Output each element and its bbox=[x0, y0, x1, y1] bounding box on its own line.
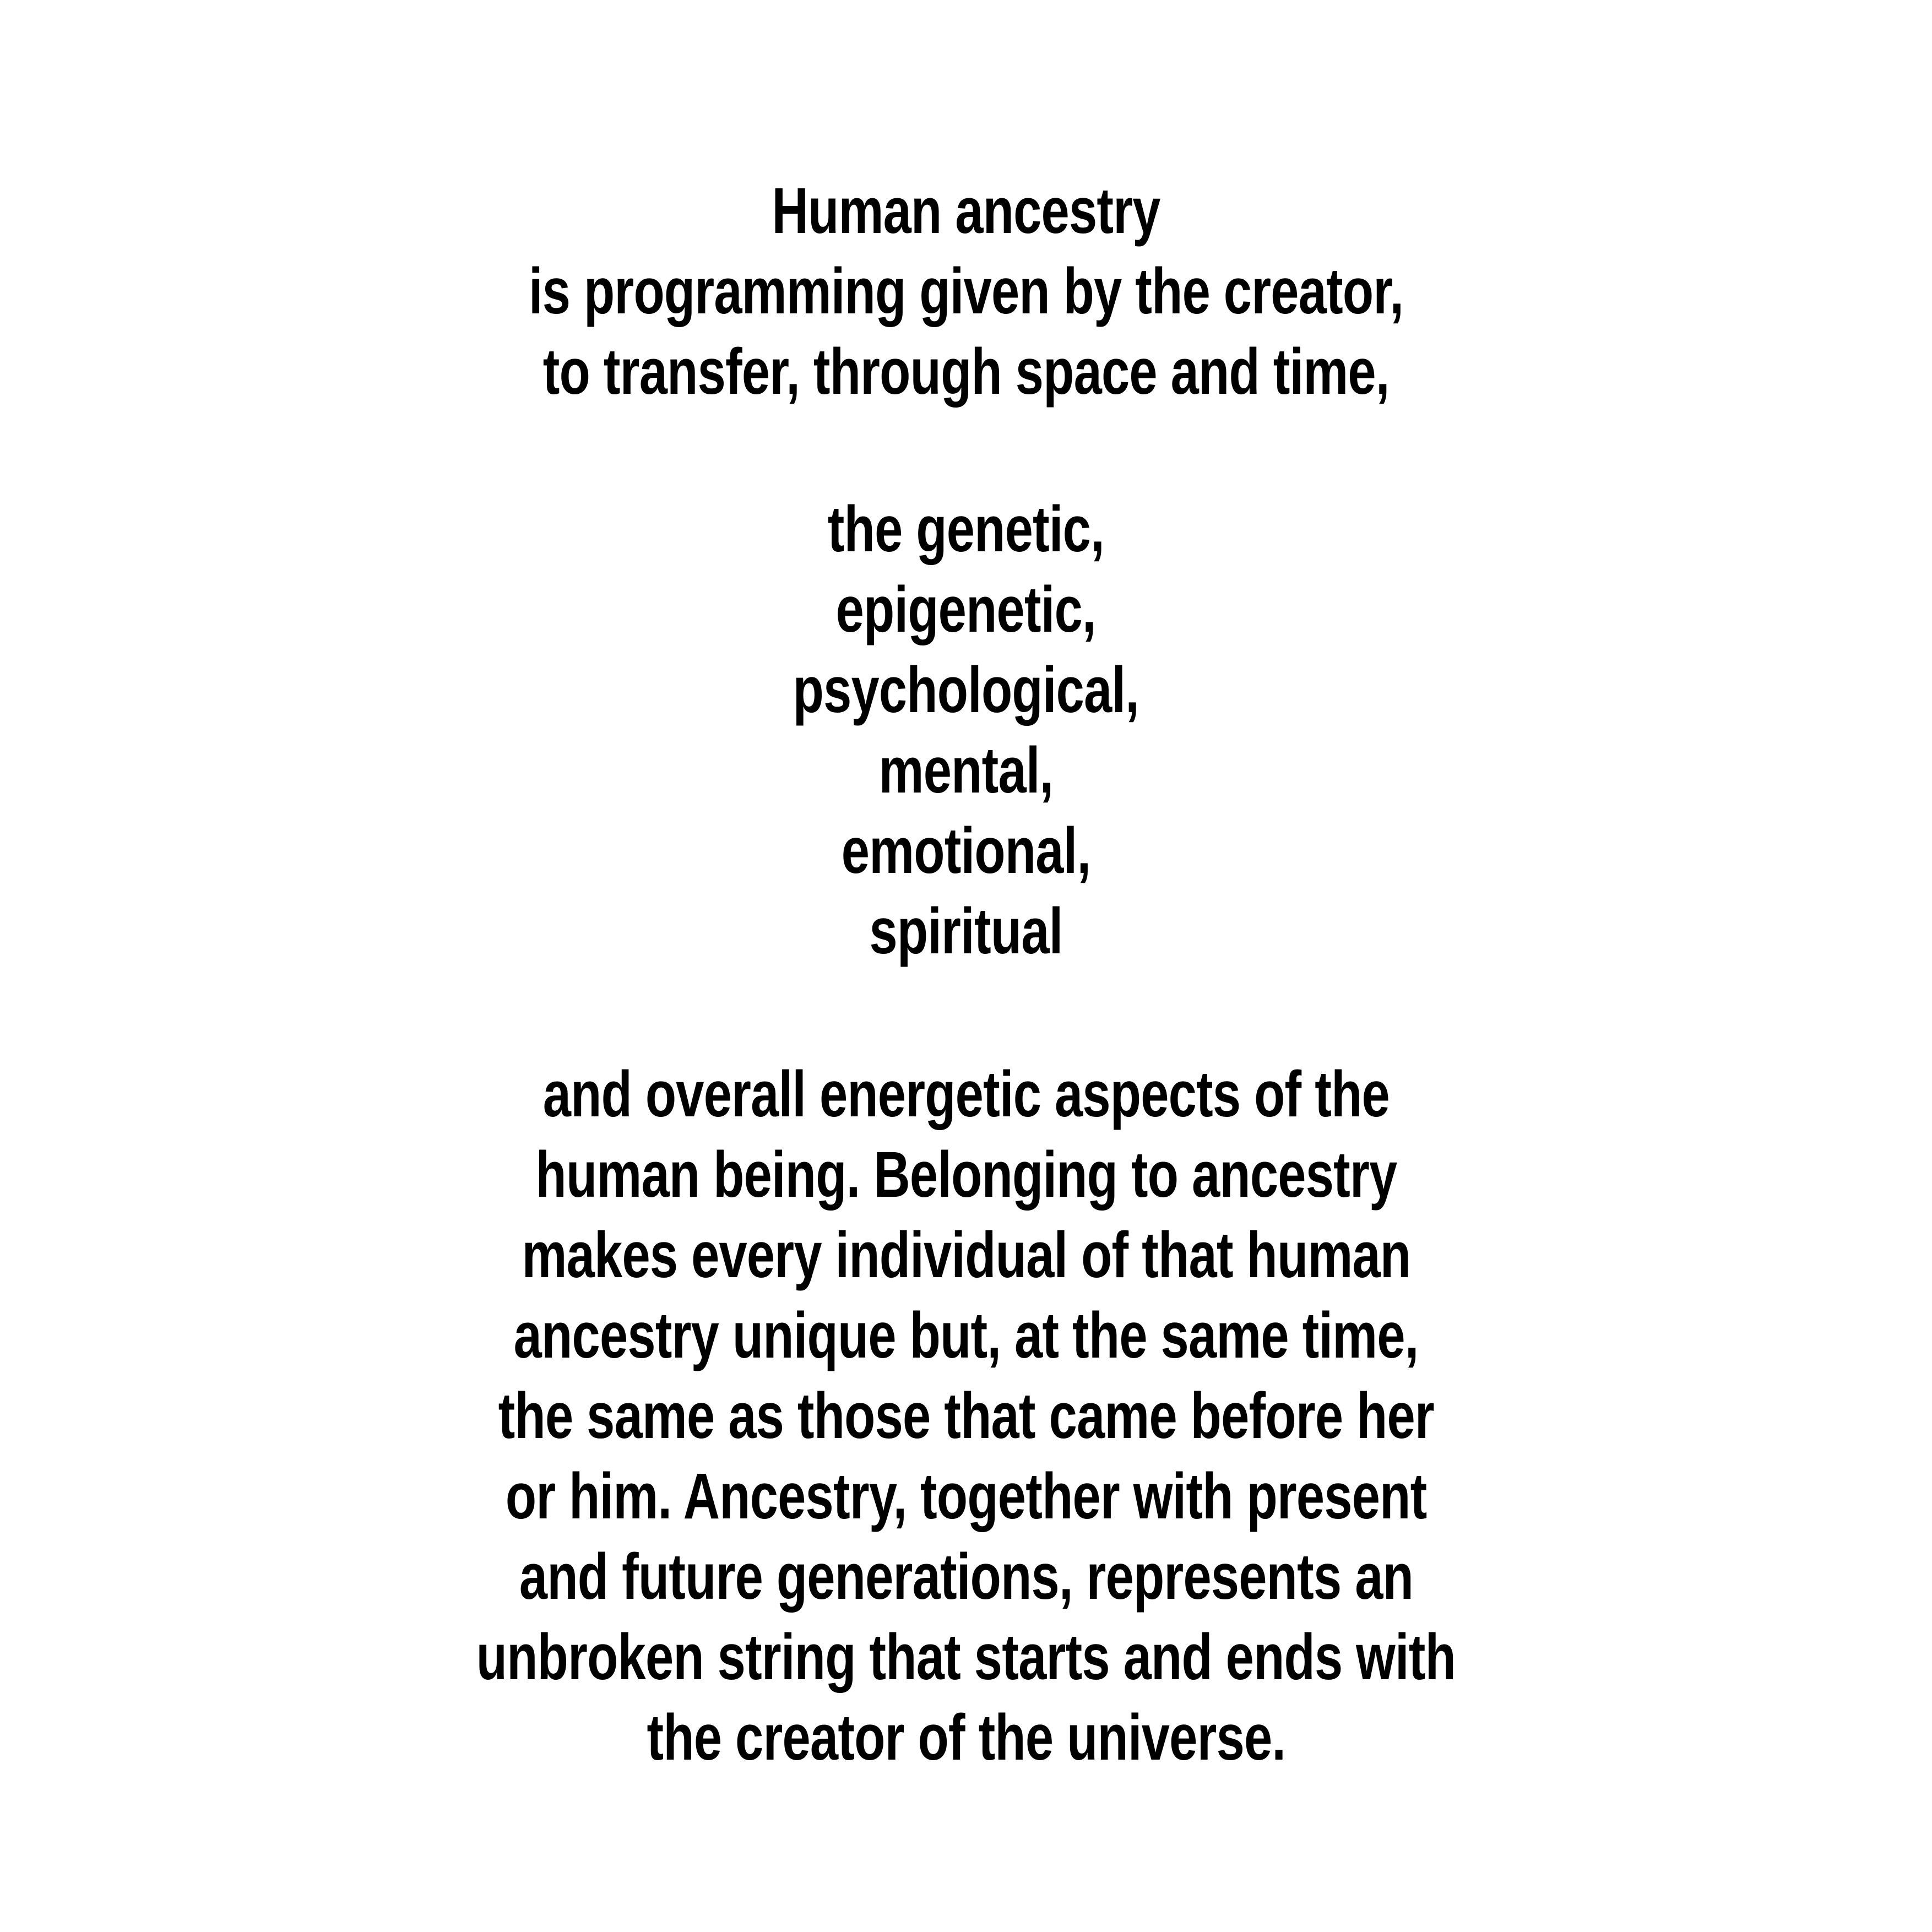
closing-line bbox=[0, 1537, 1932, 1617]
closing-line bbox=[0, 1135, 1932, 1215]
aspect-text: epigenetic, bbox=[835, 573, 1097, 646]
closing-line bbox=[0, 1215, 1932, 1295]
title-line bbox=[0, 171, 1932, 251]
closing-text: makes every individual of that human bbox=[522, 1219, 1410, 1291]
aspect-text: psychological, bbox=[793, 654, 1139, 726]
closing-text: and future generations, represents an bbox=[519, 1540, 1413, 1613]
closing-text: the same as those that came before her bbox=[498, 1380, 1434, 1452]
aspect-text: emotional, bbox=[841, 815, 1091, 887]
aspect-line bbox=[0, 811, 1932, 891]
closing-text: or him. Ancestry, together with present bbox=[505, 1460, 1427, 1533]
aspect-line bbox=[0, 650, 1932, 730]
closing-text: ancestry unique but, at the same time, bbox=[513, 1299, 1419, 1372]
stanza-gap bbox=[0, 412, 1932, 489]
aspect-line bbox=[0, 891, 1932, 972]
closing-line bbox=[0, 1376, 1932, 1456]
aspect-text: mental, bbox=[878, 734, 1054, 807]
aspect-text: spiritual bbox=[869, 895, 1063, 968]
closing-line bbox=[0, 1697, 1932, 1778]
intro-line bbox=[0, 332, 1932, 412]
closing-text: unbroken string that starts and ends with bbox=[476, 1621, 1456, 1694]
intro-text: to transfer, through space and time, bbox=[542, 335, 1390, 408]
closing-line bbox=[0, 1295, 1932, 1376]
text-block bbox=[0, 171, 1932, 1778]
title-text: Human ancestry bbox=[772, 175, 1160, 247]
closing-line bbox=[0, 1617, 1932, 1697]
aspect-text: the genetic, bbox=[827, 493, 1105, 566]
aspect-line bbox=[0, 730, 1932, 811]
aspect-line bbox=[0, 569, 1932, 650]
stanza-gap bbox=[0, 972, 1932, 1054]
closing-text: and overall energetic aspects of the bbox=[542, 1058, 1390, 1131]
intro-line bbox=[0, 251, 1932, 332]
closing-line bbox=[0, 1456, 1932, 1537]
closing-text: the creator of the universe. bbox=[647, 1701, 1285, 1774]
intro-text: is programming given by the creator, bbox=[528, 255, 1404, 328]
closing-text: human being. Belonging to ancestry bbox=[535, 1138, 1397, 1211]
closing-line bbox=[0, 1054, 1932, 1135]
aspect-line bbox=[0, 489, 1932, 569]
